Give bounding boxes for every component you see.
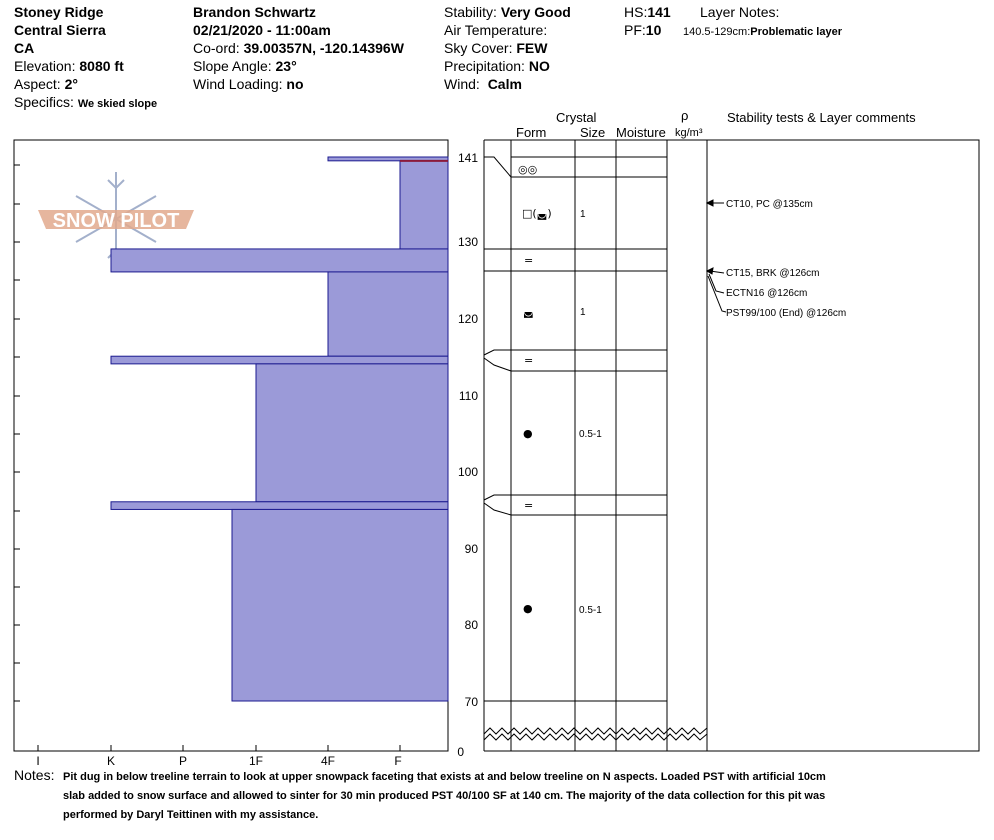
stability-test: ECTN16 @126cm <box>726 288 808 299</box>
slope-angle: Slope Angle: 23° <box>193 58 297 74</box>
stability-tests-header: Stability tests & Layer comments <box>727 110 916 125</box>
grain-table <box>484 140 707 751</box>
layer-note: 140.5-129cm:Problematic layer <box>683 26 842 38</box>
hardness-layer-bar <box>111 249 448 272</box>
grain-form: ● <box>523 427 533 440</box>
hardness-axis-ticks <box>38 745 400 751</box>
hardness-layer-bar <box>111 356 448 364</box>
state: CA <box>14 40 35 56</box>
grain-form: ◎◎ <box>518 163 538 176</box>
hardness-tick-label: 4F <box>320 754 336 768</box>
grain-forms <box>518 163 552 615</box>
notes-line: slab added to snow surface and allowed to sinter for 30 min produced PST 40/100 SF at 140 cm. The majority of the data collection for this pit was <box>63 790 826 802</box>
grain-form: = <box>524 499 534 512</box>
stability-test: CT10, PC @135cm <box>726 199 813 210</box>
depth-tick-label: 141 <box>457 151 478 165</box>
size-header: Size <box>580 125 606 140</box>
notes-line: performed by Daryl Teittinen with my assistance. <box>63 809 319 821</box>
density-unit-header: kg/m³ <box>675 127 703 139</box>
grain-size: 1 <box>580 307 586 318</box>
notes-line: Pit dug in below treeline terrain to look at upper snowpack faceting that exists at and below treeline on N aspects. Loaded PST with artificial 10cm <box>63 771 826 783</box>
grain-form: ◛ <box>523 305 534 318</box>
depth-tick-label: 110 <box>458 389 478 403</box>
hardness-bars <box>111 157 448 701</box>
depth-tick-label: 120 <box>457 312 478 326</box>
moisture-header: Moisture <box>616 125 666 140</box>
left-ticks <box>14 165 20 701</box>
precipitation: Precipitation: NO <box>444 58 550 74</box>
depth-tick-label: 130 <box>457 235 478 249</box>
hardness-layer-bar <box>256 364 448 502</box>
depth-axis-labels <box>457 151 478 759</box>
hardness-layer-bar <box>111 502 448 510</box>
hardness-layer-bar <box>400 161 448 249</box>
aspect: Aspect: 2° <box>14 76 78 92</box>
hardness-layer-bar <box>328 272 448 356</box>
grain-size: 1 <box>580 209 586 220</box>
logo-text: SNOW PILOT <box>52 210 180 232</box>
depth-tick-label: 0 <box>457 745 464 759</box>
pf: PF:10 <box>624 22 662 38</box>
datetime: 02/21/2020 - 11:00am <box>193 22 331 38</box>
observer: Brandon Schwartz <box>193 4 316 20</box>
grain-form: = <box>524 254 534 267</box>
stability-tests-frame <box>707 140 979 751</box>
stability-test: CT15, BRK @126cm <box>726 268 820 279</box>
stability-tests-list <box>726 199 846 319</box>
stability-test: PST99/100 (End) @126cm <box>726 308 847 319</box>
sky-cover: Sky Cover: FEW <box>444 40 548 56</box>
elevation: Elevation: 8080 ft <box>14 58 124 74</box>
stability: Stability: Very Good <box>444 4 571 20</box>
crystal-header: Crystal <box>556 110 597 125</box>
depth-tick-label: 100 <box>457 465 478 479</box>
hardness-tick-label: 1F <box>248 754 264 768</box>
grain-form: □(◛) <box>522 207 552 220</box>
depth-tick-label: 70 <box>464 695 478 709</box>
mountain-range: Central Sierra <box>14 22 106 38</box>
test-arrows <box>707 200 726 312</box>
grain-sizes <box>579 209 602 616</box>
grain-form: ● <box>523 602 533 615</box>
air-temperature: Air Temperature: <box>444 22 548 38</box>
wind: Wind: Calm <box>444 76 522 92</box>
location: Stoney Ridge <box>14 4 104 20</box>
form-header: Form <box>516 125 547 140</box>
rho-header: ρ <box>681 108 689 123</box>
hardness-tick-label: I <box>36 754 40 768</box>
hs: HS:141 <box>624 4 671 20</box>
grain-size: 0.5-1 <box>579 429 602 440</box>
layer-notes-label: Layer Notes: <box>700 4 780 20</box>
depth-tick-label: 90 <box>464 542 478 556</box>
hardness-tick-label: P <box>178 754 188 768</box>
specifics: Specifics: We skied slope <box>14 94 158 110</box>
hardness-layer-bar <box>232 509 448 701</box>
depth-tick-label: 80 <box>464 618 478 632</box>
notes-label: Notes: <box>14 767 55 783</box>
coordinates: Co-ord: 39.00357N, -120.14396W <box>193 40 404 56</box>
hardness-axis-labels <box>36 754 401 768</box>
hardness-tick-label: F <box>394 754 402 768</box>
grain-form: = <box>524 354 534 367</box>
wind-loading: Wind Loading: no <box>193 76 304 92</box>
grain-size: 0.5-1 <box>579 605 602 616</box>
hardness-tick-label: K <box>106 754 116 768</box>
